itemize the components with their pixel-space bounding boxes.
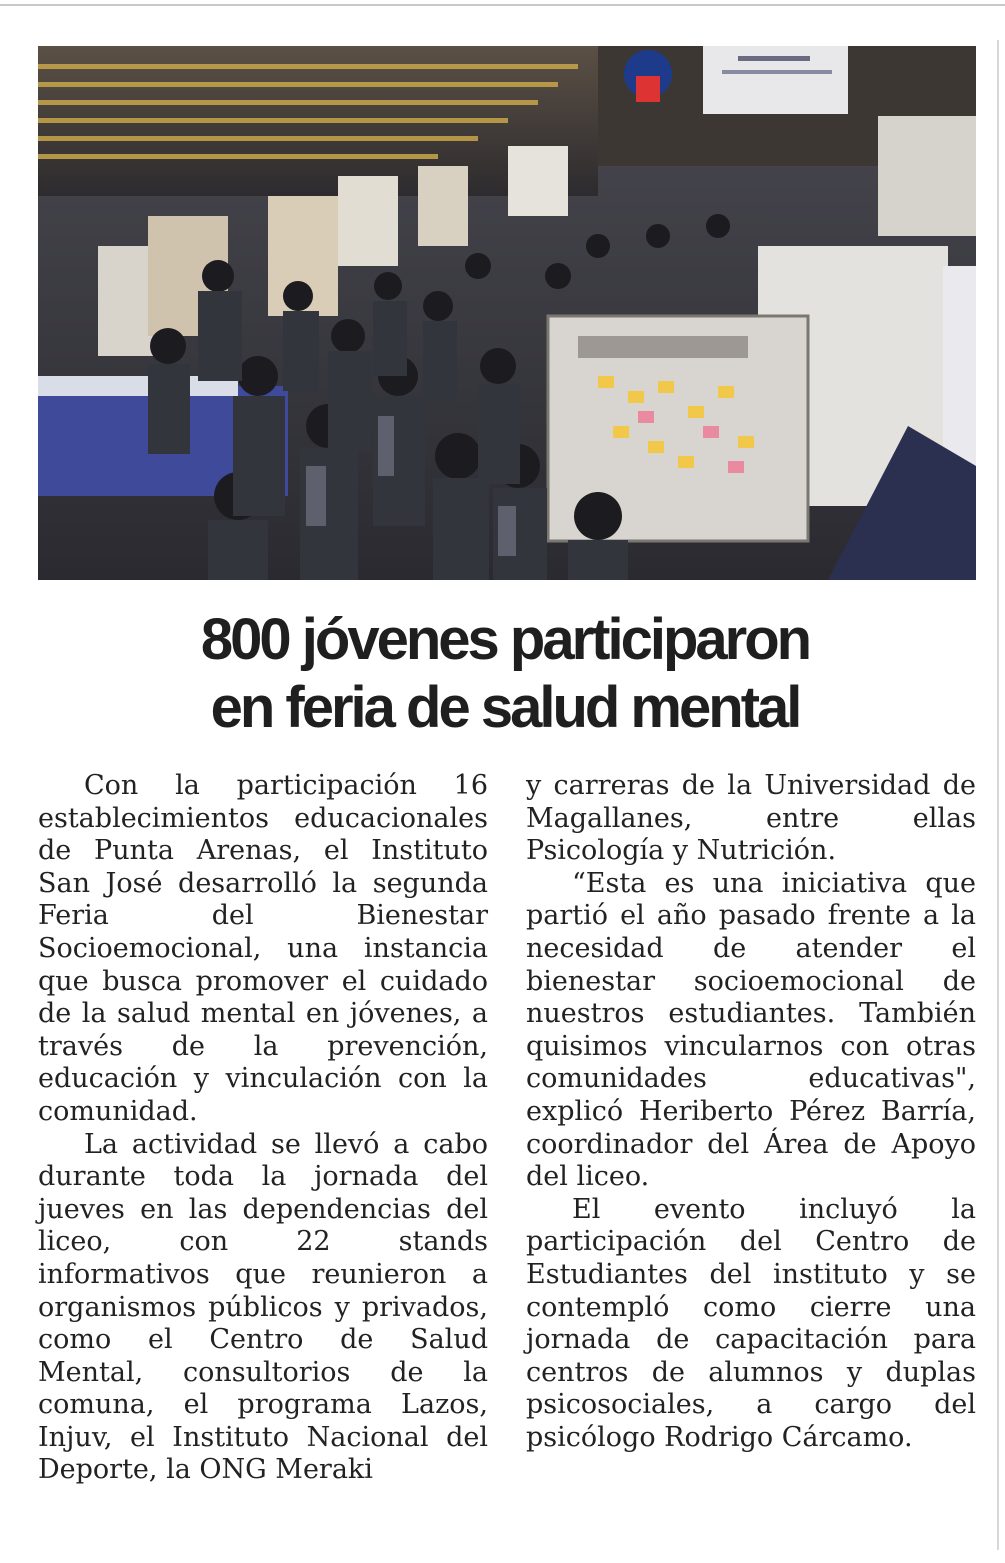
right-divider: [997, 40, 999, 1550]
paragraph: “Esta es una iniciativa que partió el año pasado frente a la necesidad de atender el bienestar socioemocional de nuestros estudiantes. También quisimos vincularnos con otras comunidades educativas", explicó Heriberto Pérez Barría, coordinador del Área de Apoyo del liceo.: [526, 867, 976, 1193]
paragraph: La actividad se llevó a cabo durante toda la jornada del jueves en las dependencias del liceo, con 22 stands informativos que reunieron a organismos públicos y privados, como el Centro de Salud Mental, consultorios de la comuna, el programa Lazos, Injuv, el Instituto Nacional del Deporte, la ONG Meraki: [38, 1128, 488, 1486]
headline: [30, 606, 980, 742]
event-photo: [38, 46, 976, 580]
left-column: [38, 770, 488, 1487]
paragraph: Con la participación 16 establecimientos educacionales de Punta Arenas, el Instituto San José desarrolló la segunda Feria del Bienestar Socioemocional, una instancia que busca promover el cuidado de la salud mental en jóvenes, a través de la prevención, educación y vinculación con la comunidad.: [38, 770, 488, 1127]
paragraph-continued: y carreras de la Universidad de Magallanes, entre ellas Psicología y Nutrición.: [526, 770, 976, 867]
headline-line-1: 800 jóvenes participaron: [200, 607, 810, 672]
top-divider: [0, 4, 1005, 6]
headline-line-2: en feria de salud mental: [210, 675, 800, 740]
paragraph: El evento incluyó la participación del Centro de Estudiantes del instituto y se contempló como cierre una jornada de capacitación para centros de alumnos y duplas psicosociales, a cargo del psicólogo Rodrigo Cárcamo.: [526, 1193, 976, 1453]
right-column: [526, 770, 976, 1454]
